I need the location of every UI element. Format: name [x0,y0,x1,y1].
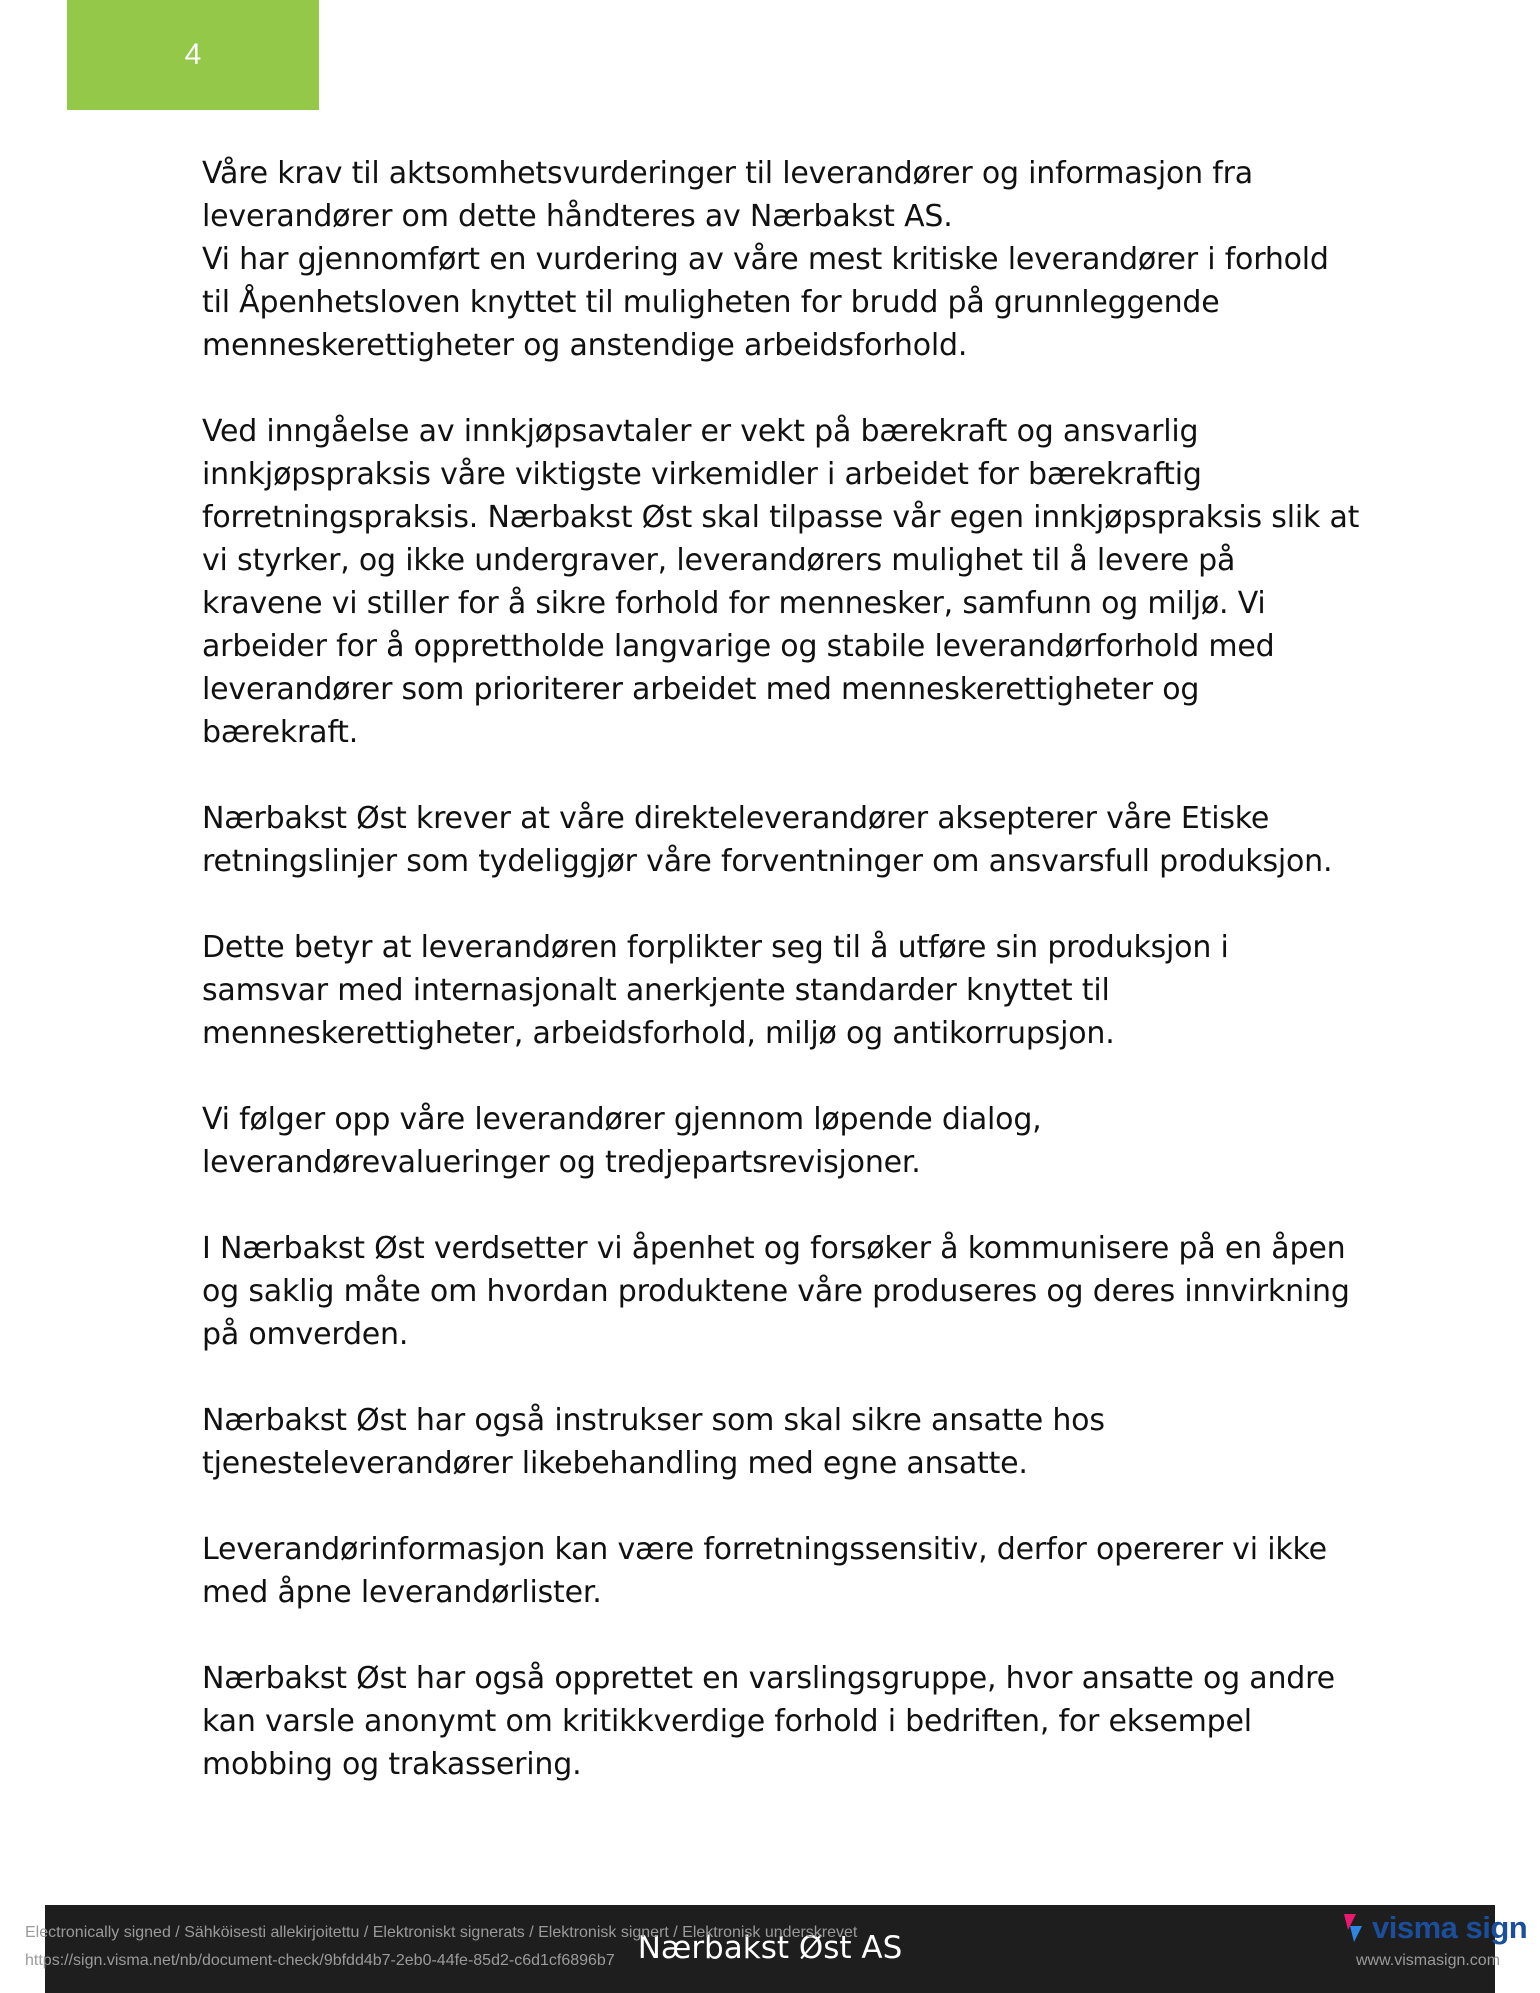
visma-sign-logo [1340,1910,1527,1946]
footer-company-name: Nærbakst Øst AS [637,1930,903,1966]
visma-sign-url[interactable]: www.vismasign.com [1356,1952,1501,1969]
paragraph-supplier-obligations: Dette betyr at leverandøren forplikter seg til å utføre sin produksjon i samsvar med internasjonalt anerkjente standarder knyttet til menneskerettigheter, arbeidsforhold, miljø og antikorrupsjon. [202,930,1229,1051]
visma-sign-wordmark: visma sign [1372,1910,1528,1945]
paragraph-whistleblowing: Nærbakst Øst har også opprettet en varslingsgruppe, hvor ansatte og andre kan varsle anonymt om kritikkverdige forhold i bedriften, for eksempel mobbing og trakassering. [202,1661,1335,1782]
paragraph-intro-1: Våre krav til aktsomhetsvurderinger til leverandører og informasjon fra leverandører om dette håndteres av Nærbakst AS. [202,156,1253,234]
document-check-link[interactable]: https://sign.visma.net/nb/document-check/9bfdd4b7-2eb0-44fe-85d2-c6d1cf6896b7 [25,1952,615,1969]
paragraph-intro-2: Vi har gjennomført en vurdering av våre mest kritiske leverandører i forhold til Åpenhetsloven knyttet til muligheten for brudd på grunnleggende menneskerettigheter og anstendige arbeidsforhold. [202,242,1329,363]
paragraph-group-intro [202,152,1362,367]
paragraph-follow-up: Vi følger opp våre leverandører gjennom løpende dialog, leverandørevalueringer og tredjepartsrevisjoner. [202,1102,1042,1180]
document-body [202,152,1362,1829]
page-number-badge [67,0,319,110]
paragraph-supplier-lists: Leverandørinformasjon kan være forretningssensitiv, derfor opererer vi ikke med åpne leverandørlister. [202,1532,1327,1610]
paragraph-ethical-guidelines: Nærbakst Øst krever at våre direkteleverandører aksepterer våre Etiske retningslinjer som tydeliggjør våre forventninger om ansvarsfull produksjon. [202,801,1333,879]
page-number: 4 [184,38,202,71]
visma-sign-mark-icon [1340,1912,1366,1944]
paragraph-purchasing: Ved inngåelse av innkjøpsavtaler er vekt på bærekraft og ansvarlig innkjøpspraksis våre viktigste virkemidler i arbeidet for bærekraftig forretningspraksis. Nærbakst Øst skal tilpasse vår egen innkjøpspraksis slik at vi styrker, og ikke undergraver, leverandørers mulighet til å levere på kravene vi stiller for å sikre forhold for mennesker, samfunn og miljø. Vi arbeider for å opprettholde langvarige og stabile leverandørforhold med leverandører som prioriterer arbeidet med menneskerettigheter og bærekraft. [202,414,1360,750]
paragraph-transparency: I Nærbakst Øst verdsetter vi åpenhet og forsøker å kommunisere på en åpen og saklig måte om hvordan produktene våre produseres og deres innvirkning på omverden. [202,1231,1350,1352]
paragraph-service-providers: Nærbakst Øst har også instrukser som skal sikre ansatte hos tjenesteleverandører likebehandling med egne ansatte. [202,1403,1105,1481]
electronic-signature-notice: Electronically signed / Sähköisesti allekirjoitettu / Elektroniskt signerats / Elektronisk signert / Elektronisk underskrevet [25,1924,858,1941]
